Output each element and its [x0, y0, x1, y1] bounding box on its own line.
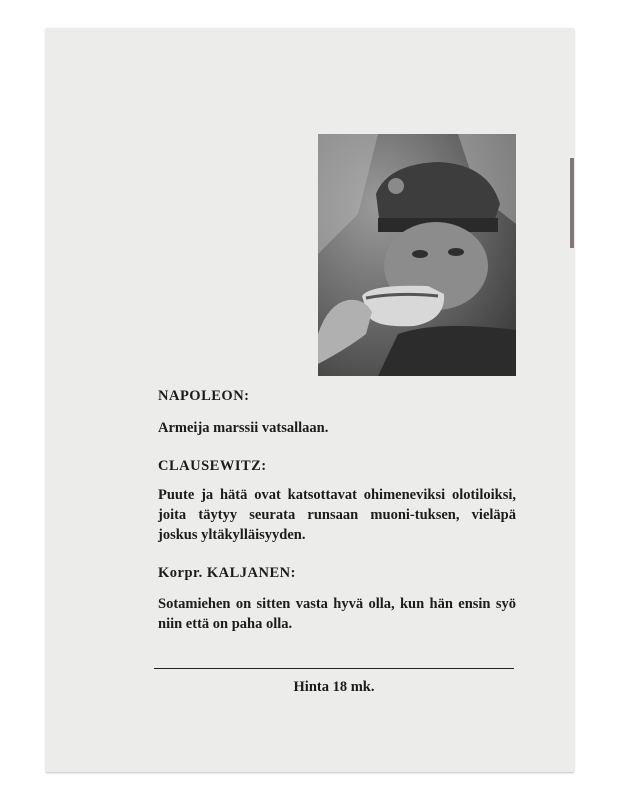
divider-line: [154, 668, 514, 669]
speaker-kaljanen: Korpr. KALJANEN:: [158, 565, 296, 581]
quote-napoleon: Armeija marssii vatsallaan.: [158, 420, 329, 436]
price-label: Hinta 18 mk.: [293, 679, 375, 695]
speaker-napoleon: NAPOLEON:: [158, 388, 250, 404]
speaker-clausewitz: CLAUSEWITZ:: [158, 458, 267, 474]
quote-clausewitz: Puute ja hätä ovat katsottavat ohimeneviksi olotiloiksi, joita täytyy seurata runsaan muoni-tuksen, vieläpä joskus yltäkylläisyyden.: [158, 487, 516, 543]
soldier-drinking-photo: [318, 134, 516, 376]
photo-illustration: [318, 134, 516, 376]
quote-kaljanen: Sotamiehen on sitten vasta hyvä olla, kun hän ensin syö niin että on paha olla.: [158, 596, 516, 632]
cover-edge: [570, 158, 574, 248]
back-cover: [46, 28, 574, 772]
